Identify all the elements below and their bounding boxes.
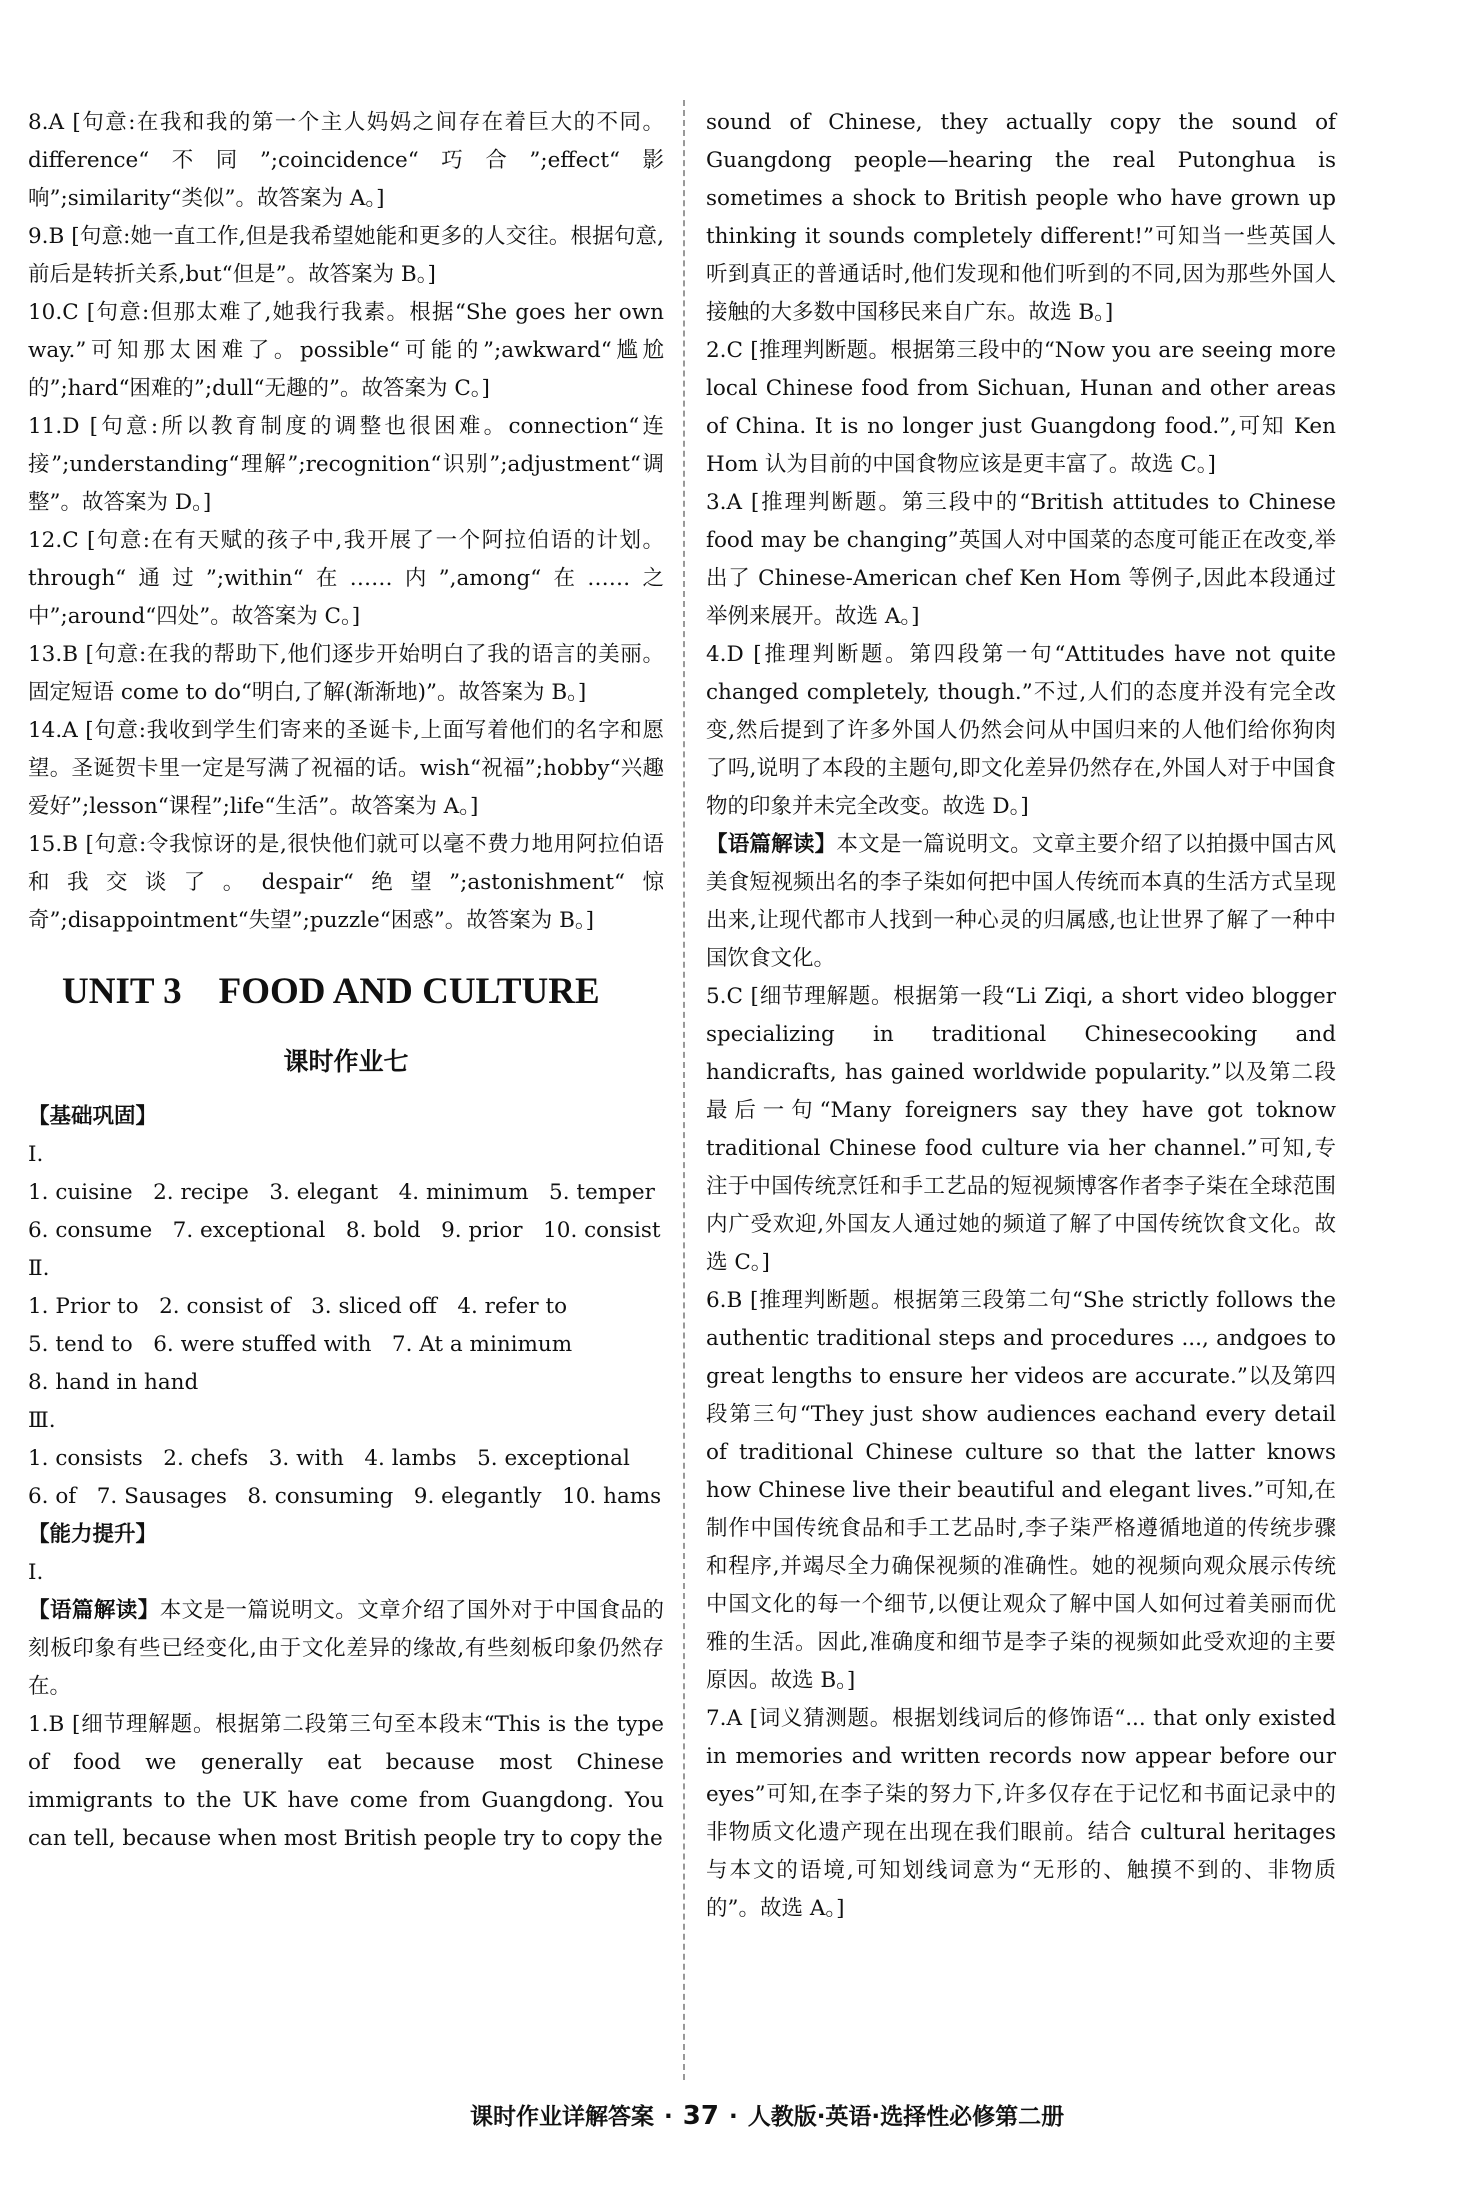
item-text: B [细节理解题。根据第二段第三句至本段末“This is the type of food we generally eat because most Chinese immigrants to the UK have come from Guangdong. You can tell, because when most British people try to copy the	[28, 1712, 664, 1851]
lesson-title: 课时作业七	[283, 1047, 409, 1076]
phrase-answers-row: 1. Prior to 2. consist of 3. sliced off 4. refer to	[28, 1294, 568, 1319]
item-number: 12.	[28, 528, 63, 553]
item-text: B [句意:在我的帮助下,他们逐步开始明白了我的语言的美丽。固定短语 come to do“明白,了解(渐渐地)”。故答案为 B。]	[28, 642, 664, 705]
item-text: B [句意:令我惊讶的是,很快他们就可以毫不费力地用阿拉伯语和我交谈了。despair“绝望”;astonishment“惊奇”;disappointment“失望”;puzzle“困惑”。故答案为 B。]	[28, 832, 664, 933]
analysis-label: 【语篇解读】	[28, 1598, 160, 1623]
part-one-label: Ⅰ.	[28, 1142, 44, 1167]
answer-item-14	[28, 712, 664, 826]
item-text: D [句意:所以教育制度的调整也很困难。connection“连接”;understanding“理解”;recognition“识别”;adjustment“调整”。故答案为 D。]	[28, 414, 664, 515]
answer-item-12	[28, 522, 664, 636]
passage-analysis	[706, 826, 1336, 978]
item-number: 8.	[28, 110, 49, 135]
vocab-answers-row: 6. consume 7. exceptional 8. bold 9. prior 10. consist	[28, 1218, 661, 1243]
answer-item-2	[706, 332, 1336, 484]
answer-item-7	[706, 1700, 1336, 1928]
footer-edition: 人教版·英语·选择性必修第二册	[747, 2104, 1065, 2130]
footer-book-title: 课时作业详解答案	[470, 2104, 654, 2130]
answer-item-13	[28, 636, 664, 712]
answer-item-10	[28, 294, 664, 408]
answer-item-1	[28, 1706, 664, 1858]
item-text: sound of Chinese, they actually copy the sound of Guangdong people—hearing the real Putonghua is sometimes a shock to British people who have grown up thinking it sounds completely different!”可知当一些英国人听到真正的普通话时,他们发现和他们听到的不同,因为那些外国人接触的大多数中国移民来自广东。故选 B。]	[706, 110, 1336, 325]
item-text: A [句意:在我和我的第一个主人妈妈之间存在着巨大的不同。difference“不同”;coincidence“巧合”;effect“影响”;similarity“类似”。故答案为 A。]	[28, 110, 664, 211]
item-text: C [推理判断题。根据第三段中的“Now you are seeing more local Chinese food from Sichuan, Hunan and other areas of China. It is no longer just Guangdong food.”,可知 Ken Hom 认为目前的中国食物应该是更丰富了。故选 C。]	[706, 338, 1336, 477]
basic-section-label: 【基础巩固】	[28, 1104, 158, 1129]
vocab-answers-row: 1. cuisine 2. recipe 3. elegant 4. minimum 5. temper	[28, 1180, 655, 1205]
passage-analysis	[28, 1592, 664, 1706]
answer-item-3	[706, 484, 1336, 636]
item-number: 13.	[28, 642, 63, 667]
analysis-text: 本文是一篇说明文。文章介绍了国外对于中国食品的刻板印象有些已经变化,由于文化差异的缘故,有些刻板印象仍然存在。	[28, 1598, 664, 1699]
column-divider	[683, 100, 685, 2080]
left-column	[28, 104, 664, 1858]
item-number: 9.	[28, 224, 49, 249]
analysis-text: 本文是一篇说明文。文章主要介绍了以拍摄中国古风美食短视频出名的李子柒如何把中国人传统而本真的生活方式呈现出来,让现代都市人找到一种心灵的归属感,也让世界了解了一种中国饮食文化。	[706, 832, 1336, 971]
item-number: 4.	[706, 642, 727, 667]
phrase-answers-row: 8. hand in hand	[28, 1370, 199, 1395]
answer-item-15	[28, 826, 664, 940]
analysis-label: 【语篇解读】	[706, 832, 837, 857]
answer-item-11	[28, 408, 664, 522]
item-number: 1.	[28, 1712, 49, 1737]
item-text: A [推理判断题。第三段中的“British attitudes to Chinese food may be changing”英国人对中国菜的态度可能正在改变,举出了 Chinese-American chef Ken Hom 等例子,因此本段通过举例来展开。故选 A。]	[706, 490, 1336, 629]
item-text: C [句意:在有天赋的孩子中,我开展了一个阿拉伯语的计划。through“通过”;within“在……内”,among“在……之中”;around“四处”。故答案为 C。]	[28, 528, 664, 629]
word-form-answers-row: 1. consists 2. chefs 3. with 4. lambs 5. exceptional	[28, 1446, 630, 1471]
part-three-label: Ⅲ.	[28, 1408, 56, 1433]
item-text: D [推理判断题。第四段第一句“Attitudes have not quite changed completely, though.”不过,人们的态度并没有完全改变,然后提到了许多外国人仍然会问从中国归来的人他们给你狗肉了吗,说明了本段的主题句,即文化差异仍然存在,外国人对于中国食物的印象并未完全改变。故选 D。]	[706, 642, 1336, 819]
right-column	[706, 104, 1336, 1928]
item-number: 14.	[28, 718, 63, 743]
item-text: B [句意:她一直工作,但是我希望她能和更多的人交往。根据句意,前后是转折关系,but“但是”。故答案为 B。]	[28, 224, 664, 287]
page-number: 37	[682, 2101, 719, 2131]
item-number: 10.	[28, 300, 63, 325]
item-text: C [句意:但那太难了,她我行我素。根据“She goes her own way.”可知那太困难了。possible“可能的”;awkward“尴尬的”;hard“困难的”;dull“无趣的”。故答案为 C。]	[28, 300, 664, 401]
answer-item-1-continued	[706, 104, 1336, 332]
item-text: A [句意:我收到学生们寄来的圣诞卡,上面写着他们的名字和愿望。圣诞贺卡里一定是写满了祝福的话。wish“祝福”;hobby“兴趣爱好”;lesson“课程”;life“生活”。故答案为 A。]	[28, 718, 664, 819]
item-text: B [推理判断题。根据第三段第二句“She strictly follows the authentic traditional steps and procedures ..., andgoes to great lengths to ensure her videos are accurate.”以及第四段第三句“They just show audiences eachand every detail of traditional Chinese culture so that the latter knows how Chinese live their beautiful and elegant lives.”可知,在制作中国传统食品和手工艺品时,李子柒严格遵循地道的传统步骤和程序,并竭尽全力确保视频的准确性。她的视频向观众展示传统中国文化的每一个细节,以便让观众了解中国人如何过着美丽而优雅的生活。因此,准确度和细节是李子柒的视频如此受欢迎的主要原因。故选 B。]	[706, 1288, 1336, 1693]
ability-section-label: 【能力提升】	[28, 1522, 158, 1547]
item-number: 3.	[706, 490, 727, 515]
item-text: A [词义猜测题。根据划线词后的修饰语“... that only existed in memories and written records now appear before our eyes”可知,在李子柒的努力下,许多仅存在于记忆和书面记录中的非物质文化遗产现在出现在我们眼前。结合 cultural heritages 与本文的语境,可知划线词意为“无形的、触摸不到的、非物质的”。故选 A。]	[706, 1706, 1336, 1921]
item-number: 7.	[706, 1706, 727, 1731]
item-number: 5.	[706, 984, 727, 1009]
phrase-answers-row: 5. tend to 6. were stuffed with 7. At a minimum	[28, 1332, 573, 1357]
footer-separator: ·	[728, 2104, 738, 2130]
item-text: C [细节理解题。根据第一段“Li Ziqi, a short video blogger specializing in traditional Chinesecooking and handicrafts, has gained worldwide popularity.”以及第二段最后一句“Many foreigners say they have got toknow traditional Chinese food culture via her channel.”可知,专注于中国传统烹饪和手工艺品的短视频博客作者李子柒在全球范围内广受欢迎,外国友人通过她的频道了解了中国传统饮食文化。故选 C。]	[706, 984, 1336, 1275]
item-number: 11.	[28, 414, 63, 439]
page-footer	[470, 2098, 1170, 2131]
item-number: 2.	[706, 338, 727, 363]
word-form-answers-row: 6. of 7. Sausages 8. consuming 9. elegantly 10. hams	[28, 1484, 662, 1509]
answer-item-6	[706, 1282, 1336, 1700]
answer-item-8	[28, 104, 664, 218]
answer-item-9	[28, 218, 664, 294]
item-number: 6.	[706, 1288, 727, 1313]
part-one-label: Ⅰ.	[28, 1560, 44, 1585]
item-number: 15.	[28, 832, 63, 857]
part-two-label: Ⅱ.	[28, 1256, 50, 1281]
answer-item-4	[706, 636, 1336, 826]
footer-separator: ·	[664, 2104, 673, 2130]
answer-item-5	[706, 978, 1336, 1282]
unit-title: UNIT 3 FOOD AND CULTURE	[62, 971, 600, 1012]
